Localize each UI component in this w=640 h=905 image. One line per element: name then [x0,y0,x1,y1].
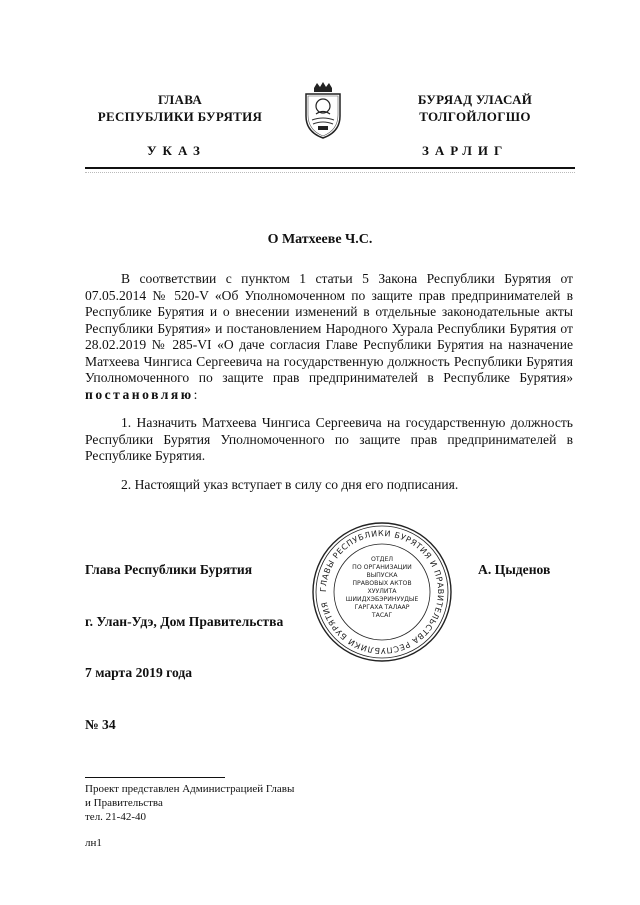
stamp-line-6: ШИИДХЭБЭРИНУУДЫЕ [345,596,419,603]
stamp-line-8: ТАСАГ [371,612,393,619]
preamble-paragraph [85,271,573,403]
header-left-doc-type: УКАЗ [147,143,206,158]
date: 7 марта 2019 года [85,665,193,680]
stamp-line-2: ПО ОРГАНИЗАЦИИ [352,564,412,571]
footer-code: лн1 [85,837,102,849]
header-right-line1: БУРЯАД УЛАСАЙ [417,92,533,107]
document-title: О Матхееве Ч.С. [267,232,373,247]
header-right-doc-type: ЗАРЛИГ [422,143,509,158]
header-dotted-rule [85,172,575,173]
item-2: 2. Настоящий указ вступает в силу со дня его подписания. [121,476,459,492]
place: г. Улан-Удэ, Дом Правительства [85,614,284,629]
stamp-line-1: ОТДЕЛ [370,556,394,563]
header-right [375,91,575,125]
preamble-text: В соответствии с пунктом 1 статьи 5 Закона Республики Бурятия от 07.05.2014 № 520-V «Об Уполномоченном по защите прав предпринимателей в Республике Бурятия и о внесении изменений в отдельные законодательные акты Республики Бурятия» и постановлением Народного Хурала Республики Бурятия от 28.02.2019 № 285-VI «О даче согласия Главе Республики Бурятия на назначение Матхеева Чингиса Сергеевича на государственную должность Республики Бурятия Уполномоченного по защите прав предпринимателей в Республике Бурятия» [85,271,573,385]
item-1: 1. Назначить Матхеева Чингиса Сергеевича на государственную должность Республики Бурятия Уполномоченного по защите прав предпринимателей в Республике Бурятия. [85,415,573,463]
header-left [80,91,280,125]
signature-name: А. Цыденов [478,562,551,577]
footer-note [85,782,294,824]
header-rule [85,167,575,169]
footer-rule [85,777,225,778]
decree-word: постановляю [85,386,194,402]
stamp-line-3: ВЫПУСКА [366,572,398,579]
header-left-line2: РЕСПУБЛИКИ БУРЯТИЯ [97,109,263,124]
preamble-punct: : [193,386,198,402]
footer-line3: тел. 21-42-40 [85,811,147,823]
official-stamp-icon [311,521,453,663]
document-body [85,271,573,493]
header-left-line1: ГЛАВА [157,92,203,107]
decree-number: № 34 [85,717,116,732]
coat-of-arms-icon [302,80,344,140]
signature-position: Глава Республики Бурятия [85,562,253,577]
footer-line2: и Правительства [85,797,163,809]
header-right-line2: ТОЛГОЙЛОГШО [419,109,531,124]
footer-line1: Проект представлен Администрацией Главы [85,783,295,795]
stamp-line-4: ПРАВОВЫХ АКТОВ [352,580,412,587]
stamp-line-5: ХУУЛИТА [367,588,397,595]
stamp-line-7: ГАРГАХА ТАЛААР [354,604,410,611]
stamp-ring-text: ГЛАВЫ РЕСПУБЛИКИ БУРЯТИЯ И ПРАВИТЕЛЬСТВА РЕСПУБЛИКИ БУРЯТИЯ [318,528,446,656]
